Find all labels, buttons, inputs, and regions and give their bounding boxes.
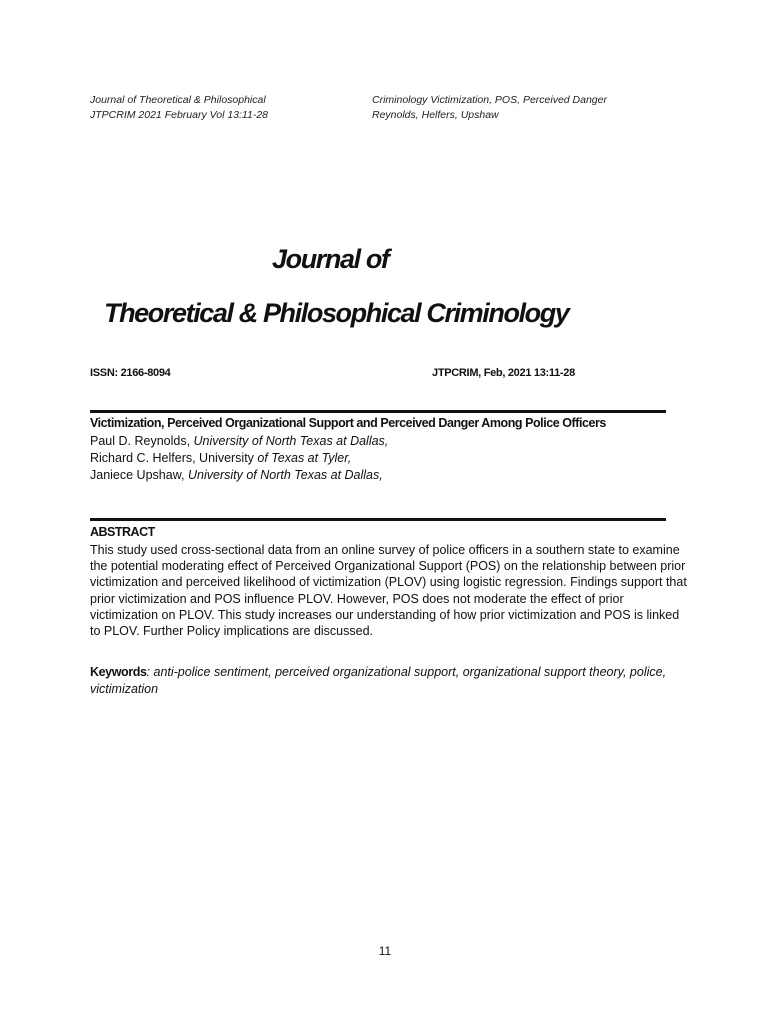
author-affiliation: University of North Texas at Dallas, <box>187 468 383 482</box>
journal-title-line1: Journal of <box>272 244 389 274</box>
running-header-left <box>90 93 268 123</box>
page-number: 11 <box>378 944 392 958</box>
keywords-label: Keywords <box>90 665 147 679</box>
author-name: Janiece Upshaw, <box>90 468 188 482</box>
abstract-heading: ABSTRACT <box>90 525 155 539</box>
running-header-volume: JTPCRIM 2021 February Vol 13:11-28 <box>90 109 268 121</box>
article-title: Victimization, Perceived Organizational Support and Perceived Danger Among Police Officers <box>90 416 606 430</box>
keywords <box>90 664 690 698</box>
running-header-authors: Reynolds, Helfers, Upshaw <box>372 109 499 121</box>
keywords-text: : anti-police sentiment, perceived organizational support, organizational support theory, police, victimization <box>90 665 667 696</box>
author-affiliation: of Texas at Tyler, <box>257 451 352 465</box>
abstract-divider <box>90 518 666 521</box>
citation: JTPCRIM, Feb, 2021 13:11-28 <box>432 367 575 379</box>
running-header-journal: Journal of Theoretical & Philosophical <box>90 94 266 106</box>
issn: ISSN: 2166-8094 <box>90 367 171 379</box>
running-header-right <box>372 93 607 123</box>
abstract-text: This study used cross-sectional data from an online survey of police officers in a southern state to examine the potential moderating effect of Perceived Organizational Support (POS) on the relationship between prior victimization and perceived likelihood of victimization (PLOV) using logistic regression. Findings support that prior victimization and POS influence PLOV. However, POS does not moderate the effect of prior victimization on PLOV. This study increases our understanding of how prior victimization and POS is linked to PLOV. Further Policy implications are discussed. <box>90 543 687 639</box>
author-item <box>90 467 388 484</box>
title-divider <box>90 410 666 413</box>
author-item <box>90 450 388 467</box>
author-affiliation: University of North Texas at Dallas, <box>193 434 389 448</box>
author-name: Richard C. Helfers, University <box>90 451 258 465</box>
journal-title-line2: Theoretical & Philosophical Criminology <box>104 298 569 328</box>
author-list <box>90 433 388 484</box>
author-item <box>90 433 388 450</box>
author-name: Paul D. Reynolds, <box>90 434 194 448</box>
running-header-topic: Criminology Victimization, POS, Perceived Danger <box>372 94 607 106</box>
